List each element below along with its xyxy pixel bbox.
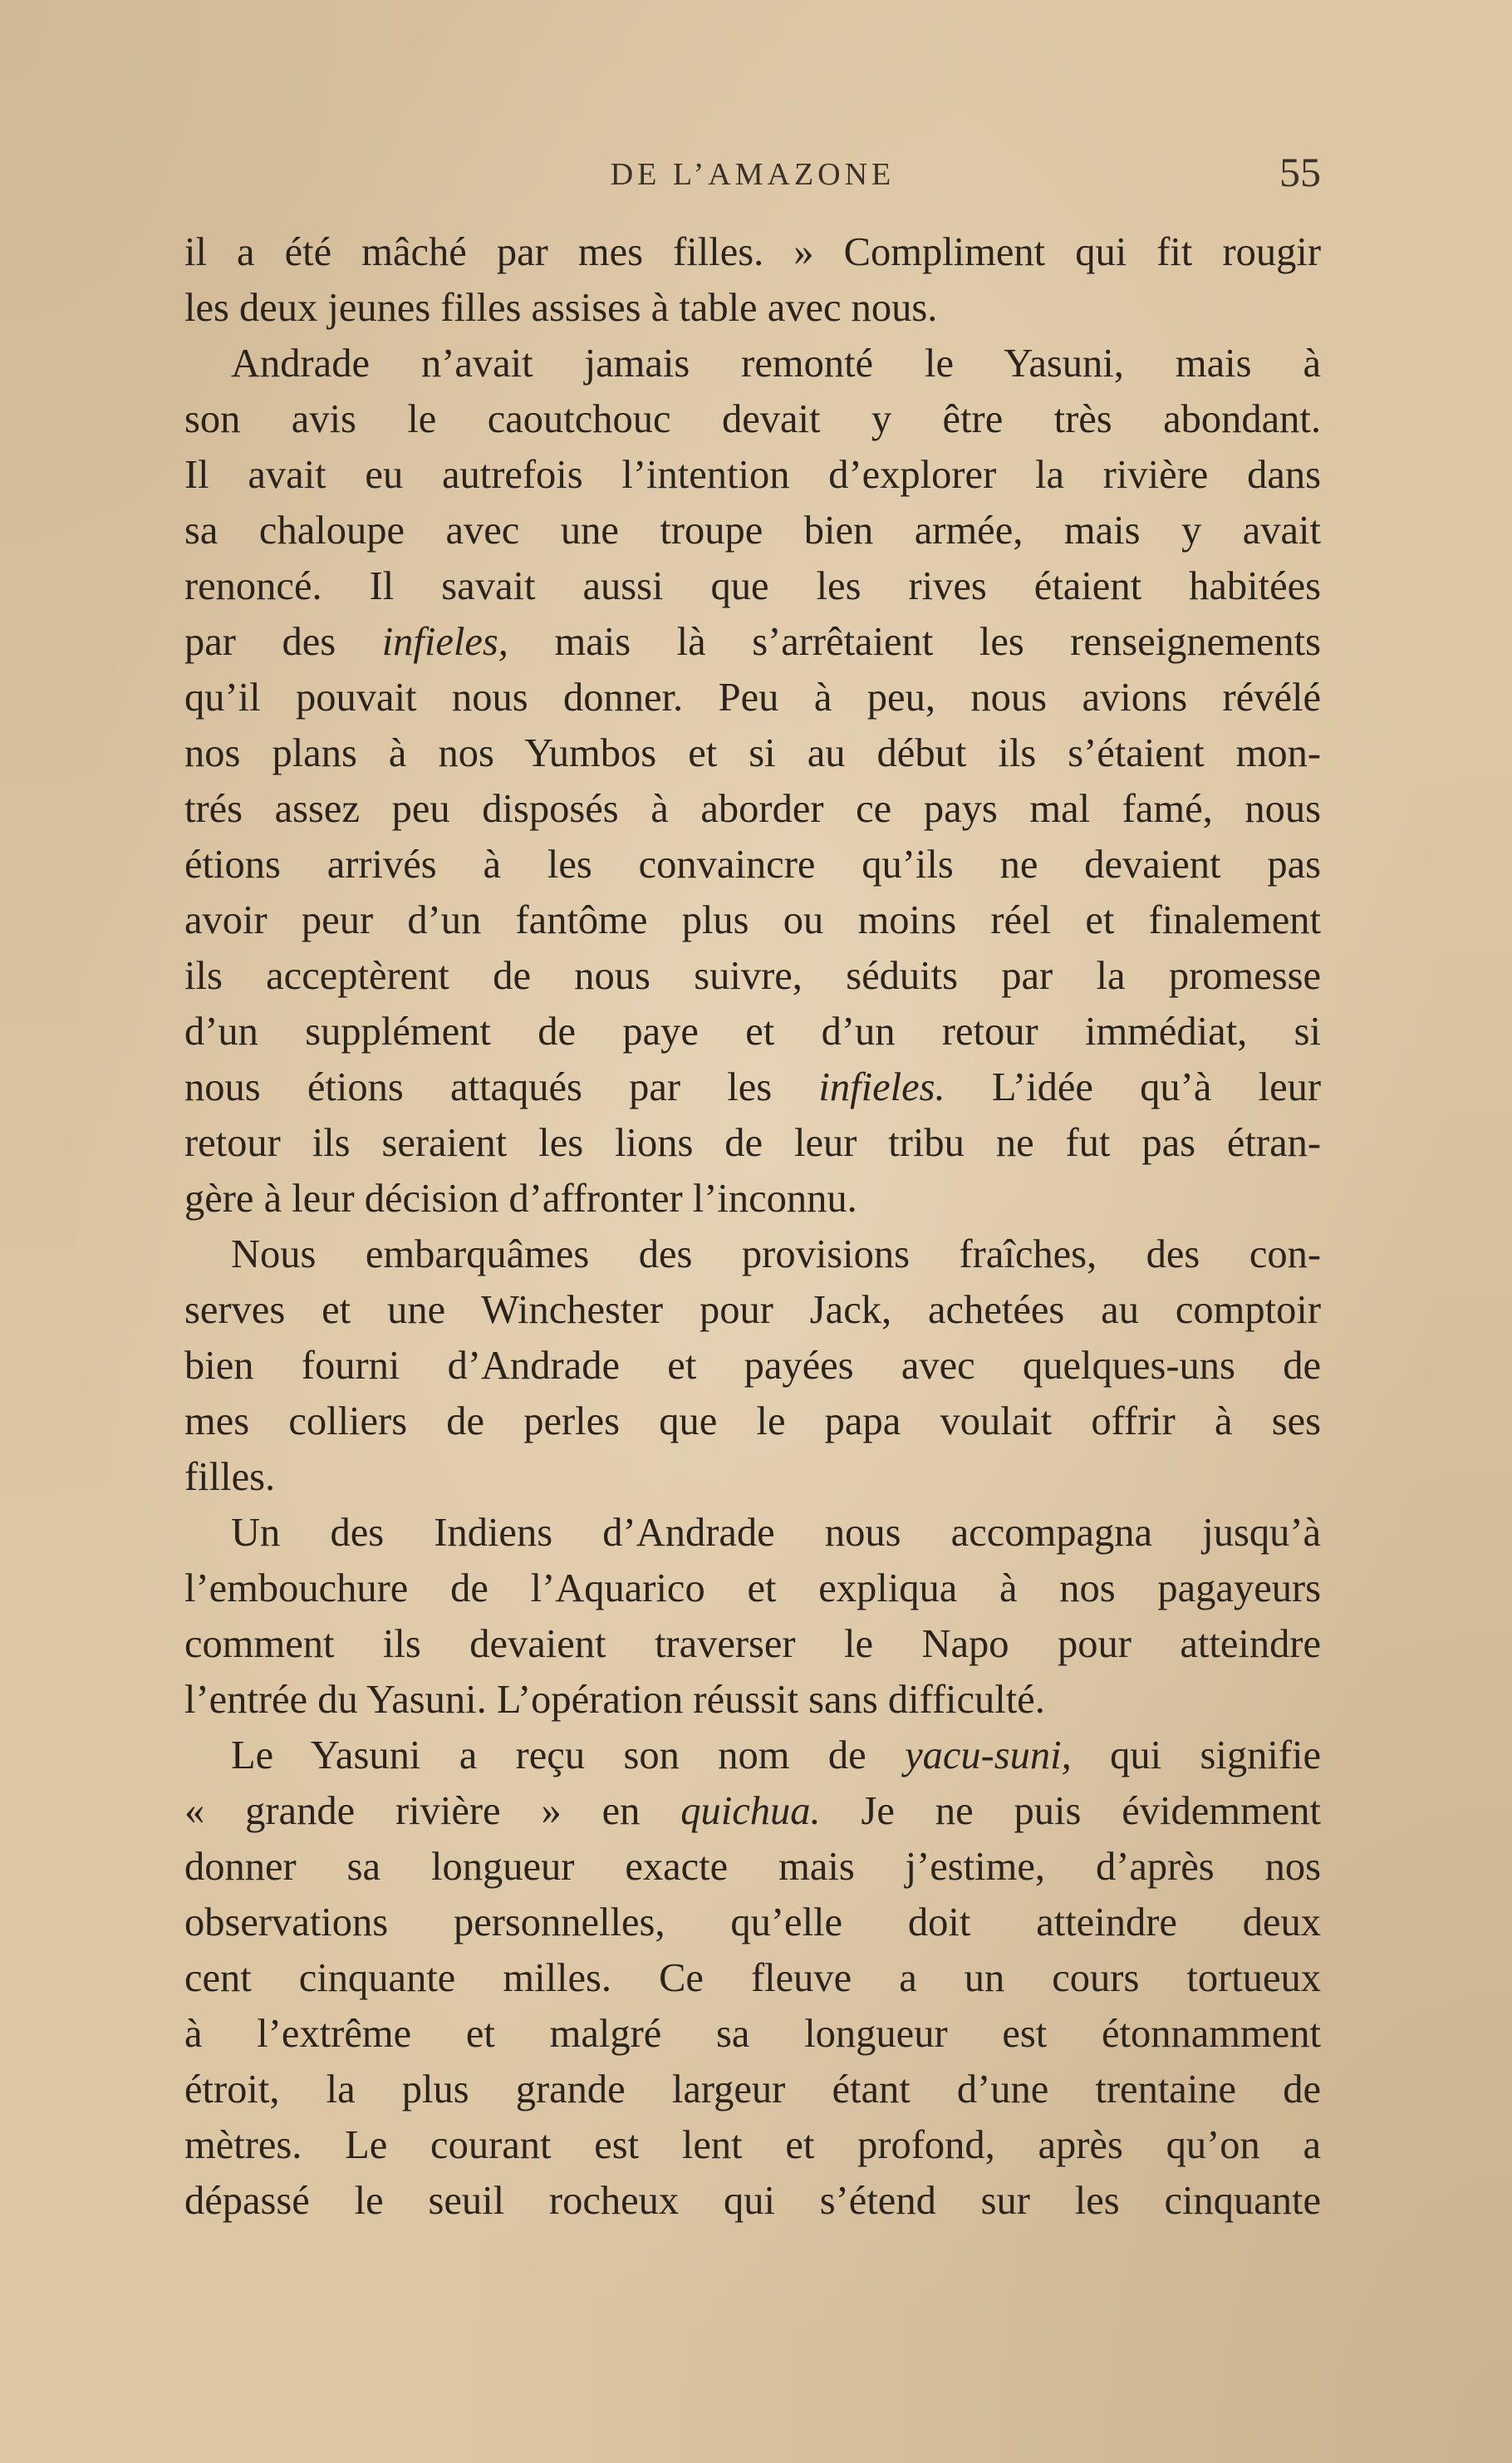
text-line <box>184 1783 1321 1839</box>
text-run: filles. <box>184 1455 276 1499</box>
text-run: nos plans à nos Yumbos et si au début ils s’étaient mon- <box>184 731 1321 775</box>
text-run: mes colliers de perles que le papa voulait offrir à ses <box>184 1399 1321 1443</box>
text-line <box>184 280 1321 336</box>
italic-word: quichua. <box>680 1789 821 1833</box>
running-head <box>184 148 1321 206</box>
text-line <box>184 1616 1321 1672</box>
text-line <box>184 1895 1321 1950</box>
text-run: ils acceptèrent de nous suivre, séduits par la promesse <box>184 954 1321 998</box>
text-line <box>184 1449 1321 1505</box>
text-line <box>184 1059 1321 1115</box>
text-run: il a été mâché par mes filles. » Compliment qui fit rougir <box>184 230 1321 274</box>
text-run: observations personnelles, qu’elle doit atteindre deux <box>184 1900 1321 1944</box>
text-line <box>184 391 1321 447</box>
text-run: mètres. Le courant est lent et profond, après qu’on a <box>184 2123 1321 2167</box>
text-line <box>184 224 1321 280</box>
text-run: Nous embarquâmes des provisions fraîches, des con- <box>231 1232 1321 1276</box>
text-run: comment ils devaient traverser le Napo pour atteindre <box>184 1622 1321 1666</box>
text-line <box>184 948 1321 1004</box>
text-run: les deux jeunes filles assises à table avec nous. <box>184 286 938 330</box>
text-line <box>184 558 1321 614</box>
text-run: Andrade n’avait jamais remonté le Yasuni, mais à <box>231 342 1321 386</box>
text-run: dépassé le seuil rocheux qui s’étend sur les cinquante <box>184 2179 1321 2223</box>
text-run: étions arrivés à les convaincre qu’ils ne devaient pas <box>184 843 1321 887</box>
text-line <box>184 1505 1321 1561</box>
text-run: l’embouchure de l’Aquarico et expliqua à nos pagayeurs <box>184 1566 1321 1610</box>
text-run: sa chaloupe avec une troupe bien armée, mais y avait <box>184 509 1321 553</box>
text-run: Un des Indiens d’Andrade nous accompagna jusqu’à <box>231 1511 1321 1555</box>
text-run: renoncé. Il savait aussi que les rives étaient habitées <box>184 564 1321 608</box>
text-line <box>184 2117 1321 2173</box>
text-line <box>184 670 1321 725</box>
text-line <box>184 892 1321 948</box>
text-run: par des <box>184 620 382 664</box>
text-run: gère à leur décision d’affronter l’inconnu. <box>184 1177 857 1221</box>
body-text <box>184 224 1321 2229</box>
text-line <box>184 1171 1321 1227</box>
text-line <box>184 1115 1321 1171</box>
text-line <box>184 2006 1321 2062</box>
text-line <box>184 503 1321 558</box>
text-run: qui signifie <box>1071 1733 1321 1777</box>
text-line <box>184 725 1321 781</box>
page-number: 55 <box>1279 149 1321 195</box>
text-line <box>184 1839 1321 1895</box>
running-title: DE L’AMAZONE <box>610 157 896 192</box>
text-run: avoir peur d’un fantôme plus ou moins réel et finalement <box>184 898 1321 942</box>
text-line <box>184 1728 1321 1783</box>
italic-word: yacu-suni, <box>905 1733 1072 1777</box>
text-run: mais là s’arrêtaient les renseignements <box>508 620 1321 664</box>
text-run: Je ne puis évidemment <box>820 1789 1321 1833</box>
text-run: cent cinquante milles. Ce fleuve a un cours tortueux <box>184 1956 1321 2000</box>
text-run: son avis le caoutchouc devait y être très abondant. <box>184 397 1321 441</box>
text-run: étroit, la plus grande largeur étant d’une trentaine de <box>184 2067 1321 2111</box>
text-line <box>184 447 1321 503</box>
text-run: retour ils seraient les lions de leur tribu ne fut pas étran- <box>184 1121 1321 1165</box>
text-run: d’un supplément de paye et d’un retour immédiat, si <box>184 1010 1321 1054</box>
text-run: nous étions attaqués par les <box>184 1065 819 1109</box>
text-line <box>184 1227 1321 1282</box>
text-line <box>184 1950 1321 2006</box>
text-line <box>184 614 1321 670</box>
text-line <box>184 1672 1321 1728</box>
text-line <box>184 1394 1321 1449</box>
text-line <box>184 1282 1321 1338</box>
text-run: L’idée qu’à leur <box>945 1065 1321 1109</box>
text-line <box>184 1004 1321 1059</box>
text-run: serves et une Winchester pour Jack, achetées au comptoir <box>184 1288 1321 1332</box>
text-line <box>184 837 1321 892</box>
italic-word: infieles. <box>818 1065 945 1109</box>
text-run: à l’extrême et malgré sa longueur est étonnamment <box>184 2012 1321 2056</box>
text-line <box>184 2173 1321 2229</box>
text-run: qu’il pouvait nous donner. Peu à peu, nous avions révélé <box>184 676 1321 720</box>
text-line <box>184 2062 1321 2117</box>
text-run: trés assez peu disposés à aborder ce pays mal famé, nous <box>184 787 1321 831</box>
text-run: bien fourni d’Andrade et payées avec quelques-uns de <box>184 1344 1321 1388</box>
text-line <box>184 1561 1321 1616</box>
text-line <box>184 1338 1321 1394</box>
text-run: Le Yasuni a reçu son nom de <box>231 1733 906 1777</box>
text-line <box>184 781 1321 837</box>
text-run: l’entrée du Yasuni. L’opération réussit sans difficulté. <box>184 1678 1045 1722</box>
text-line <box>184 336 1321 391</box>
text-run: donner sa longueur exacte mais j’estime, d’après nos <box>184 1845 1321 1889</box>
text-run: Il avait eu autrefois l’intention d’explorer la rivière dans <box>184 453 1321 497</box>
italic-word: infieles, <box>381 620 508 664</box>
text-run: « grande rivière » en <box>184 1789 681 1833</box>
